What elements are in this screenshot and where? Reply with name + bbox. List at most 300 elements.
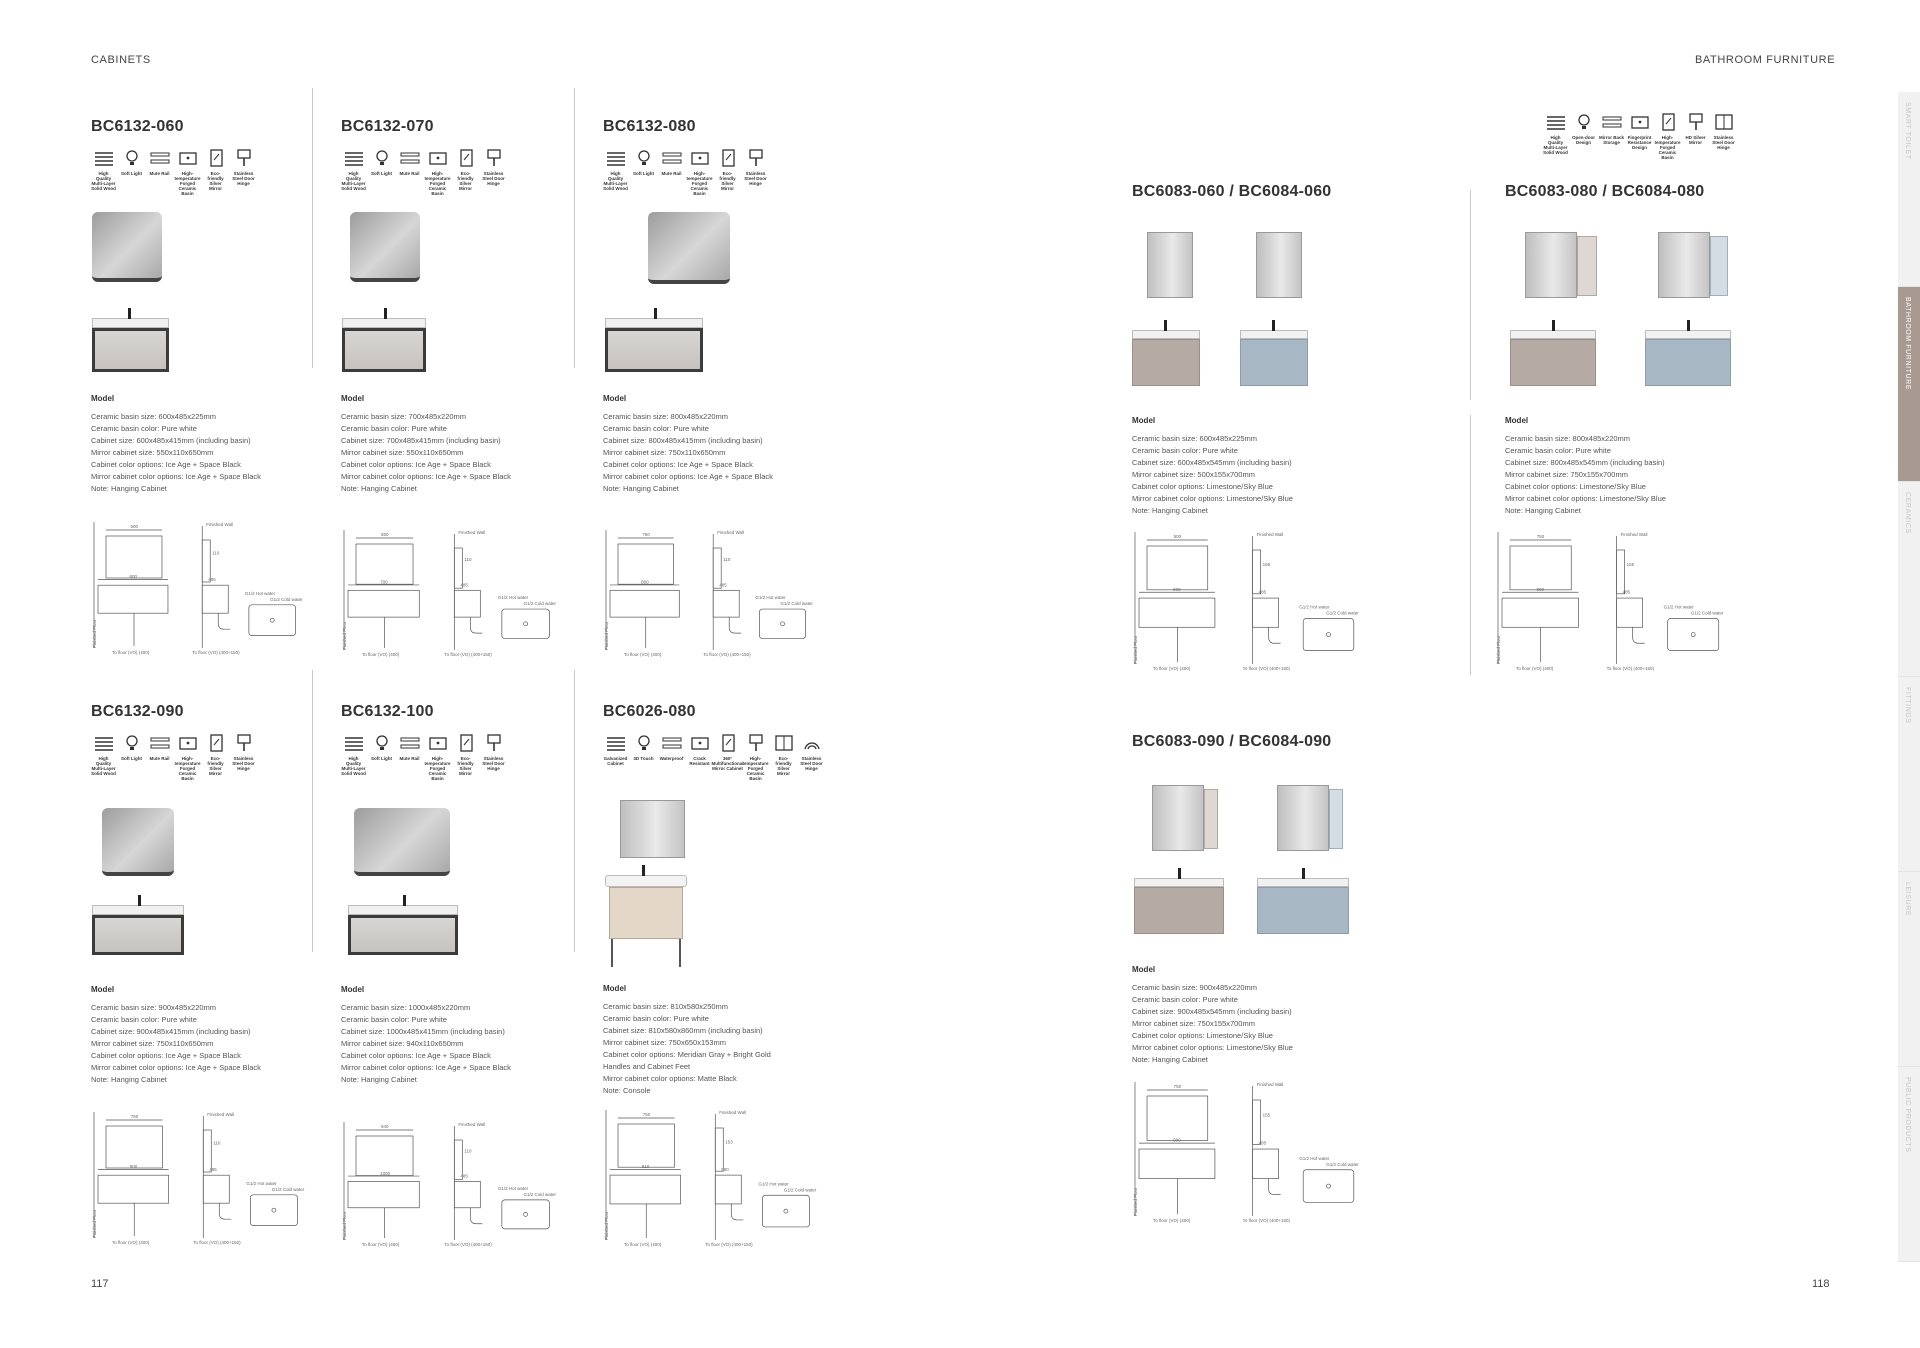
spec-line: Ceramic basin size: 1000x485x220mm <box>341 1003 471 1012</box>
spec-heading: Model <box>603 984 627 993</box>
feature-icon <box>233 733 255 753</box>
spec-list <box>603 394 773 495</box>
dimension-label: 750 <box>642 532 650 537</box>
dimension-label: Finished Floor <box>342 621 347 650</box>
feature-label: Stainless Steel Door Hinge <box>232 171 255 186</box>
dimension-label: 750 <box>1536 534 1545 539</box>
spec-line: Cabinet color options: Ice Age + Space Black <box>341 1051 491 1060</box>
feature-label: High Quality Multi-Layer Solid Wood <box>91 171 116 191</box>
feature-label: High Quality Multi-Layer Solid Wood <box>341 756 366 776</box>
spec-line: Ceramic basin color: Pure white <box>91 1015 197 1024</box>
spec-line: Ceramic basin size: 600x485x225mm <box>1132 434 1258 443</box>
section-header-left: CABINETS <box>91 54 151 66</box>
spec-line: Mirror cabinet color options: Matte Black <box>603 1074 737 1083</box>
mirror-cabinet-image <box>1658 232 1710 298</box>
spec-line: Mirror cabinet size: 940x110x650mm <box>341 1039 464 1048</box>
drain-circle <box>524 1212 528 1216</box>
cabinet-outline <box>610 590 679 617</box>
product-title: BC6083-080 / BC6084-080 <box>1505 183 1705 200</box>
spec-line: Handles and Cabinet Feet <box>603 1062 691 1071</box>
dimension-label: Finished Floor <box>604 1211 609 1240</box>
spec-line: Note: Hanging Cabinet <box>341 484 417 493</box>
dimension-label: To floor (VO) (400+150) <box>444 1242 492 1247</box>
dimension-label: To floor (VO) (400+150) <box>1242 666 1291 671</box>
mirror-cabinet-image <box>1277 785 1329 851</box>
feature-label: Soft Light <box>121 756 142 761</box>
spec-line: Mirror cabinet size: 500x155x700mm <box>1132 470 1255 479</box>
feature-label: HD Silver Mirror <box>1685 135 1706 145</box>
dimension-label: G1/2 Hot water <box>758 1181 789 1187</box>
feature-icon <box>427 148 449 168</box>
feature-label: Eco-friendly Silver Mirror <box>457 756 474 776</box>
dimension-label: G1/2 Cold water <box>780 601 813 607</box>
mirror-outline <box>106 1126 162 1168</box>
feature-item <box>481 148 506 196</box>
spec-line: Ceramic basin color: Pure white <box>1132 995 1238 1004</box>
feature-item <box>397 148 422 196</box>
section-header-right: BATHROOM FURNITURE <box>1695 54 1836 66</box>
dimension-label: To floor (VO) (400) <box>624 1242 662 1247</box>
cabinet-side-outline <box>202 585 228 613</box>
product-bc6132-060 <box>91 118 256 196</box>
dimension-label: G1/2 Hot water <box>1663 604 1694 610</box>
feature-item <box>1683 112 1708 160</box>
dimension-label: 485 <box>460 582 468 588</box>
dimension-label: Finished Floor <box>92 1209 97 1238</box>
spec-line: Mirror cabinet size: 750x155x700mm <box>1132 1019 1255 1028</box>
dimension-label: G1/2 Cold water <box>1690 610 1724 616</box>
spec-heading: Model <box>341 394 365 403</box>
tab-bathroom-furniture[interactable]: BATHROOM FURNITURE <box>1898 287 1920 482</box>
cabinet-outline <box>98 585 168 613</box>
feature-icon <box>1629 112 1651 132</box>
feature-label: High-temperature Forged Ceramic Basin <box>424 171 451 196</box>
tab-leisure[interactable]: LEISURE <box>1898 872 1920 1067</box>
dimension-label: Finished Wall <box>458 1122 486 1127</box>
feature-item <box>91 148 116 196</box>
feature-item <box>369 733 394 781</box>
dimension-label: 500 <box>130 524 139 529</box>
dimension-label: Finished Floor <box>604 621 609 650</box>
spec-list <box>341 394 511 495</box>
spec-list <box>91 985 261 1086</box>
feature-icon <box>149 733 171 753</box>
dimension-label: G1/2 Hot water <box>1299 1155 1330 1161</box>
feature-item <box>147 733 172 781</box>
column-divider <box>1470 415 1471 675</box>
drain-circle <box>784 1209 788 1213</box>
product-title: BC6083-090 / BC6084-090 <box>1132 733 1332 750</box>
dimension-label: G1/2 Cold water <box>783 1187 817 1193</box>
feature-label: High-temperature Forged Ceramic Basin <box>742 756 769 781</box>
feature-label: High Quality Multi-Layer Solid Wood <box>91 756 116 776</box>
feature-label: High Quality Multi-Layer Solid Wood <box>341 171 366 191</box>
product-bc6026-080 <box>603 703 824 781</box>
spec-line: Mirror cabinet color options: Ice Age + Space Black <box>91 472 261 481</box>
cabinet-side-outline <box>203 1175 229 1203</box>
feature-label: Soft Light <box>633 171 654 176</box>
feature-icon <box>121 148 143 168</box>
vanity-limestone-image <box>1510 330 1596 386</box>
dimension-label: To floor (VO) (400) <box>112 650 150 655</box>
drain-circle <box>1691 633 1695 637</box>
feature-label: Soft Light <box>371 171 392 176</box>
dimension-label: 110 <box>213 1140 221 1146</box>
mirror-image <box>350 212 420 282</box>
tab-fittings[interactable]: FITTINGS <box>1898 677 1920 872</box>
feature-label: Mute Rail <box>399 756 420 761</box>
spec-heading: Model <box>91 394 115 403</box>
mirror-image <box>102 808 174 876</box>
feature-label: High Quality Multi-Layer Solid Wood <box>1543 135 1568 155</box>
dimension-label: To floor (VO) (400) <box>1516 666 1554 671</box>
spec-heading: Model <box>603 394 627 403</box>
spec-heading: Model <box>1132 965 1156 974</box>
feature-icon <box>633 733 655 753</box>
cabinet-outline <box>348 590 419 617</box>
feature-item <box>631 733 656 781</box>
spec-line: Note: Hanging Cabinet <box>1132 1055 1208 1064</box>
feature-label: Stainless Steel Door Hinge <box>800 756 823 771</box>
feature-item <box>175 733 200 781</box>
dimension-label: Finished Floor <box>92 619 97 648</box>
mirror-outline <box>618 1124 674 1167</box>
dimension-label: 750 <box>642 1112 651 1117</box>
spec-line: Mirror cabinet color options: Ice Age + Space Black <box>341 1063 511 1072</box>
mirror-side-outline <box>202 540 210 582</box>
dimension-label: To floor (VO) (400) <box>112 1240 150 1245</box>
feature-icon <box>1713 112 1735 132</box>
product-bc6083-090 <box>1132 733 1331 751</box>
feature-item <box>743 148 768 196</box>
feature-icon <box>233 148 255 168</box>
product-bc6132-100 <box>341 703 506 781</box>
spec-line: Cabinet size: 800x485x415mm (including basin) <box>603 436 763 445</box>
feature-icon <box>205 733 227 753</box>
spec-line: Ceramic basin color: Pure white <box>341 1015 447 1024</box>
dimension-label: 110 <box>464 556 472 562</box>
mirror-side-outline <box>1253 550 1261 594</box>
dimension-label: To floor (VO) (400+150) <box>703 652 751 657</box>
mirror-outline <box>1510 546 1571 590</box>
feature-item <box>631 148 656 196</box>
dimension-label: Finished Wall <box>1256 532 1284 537</box>
drain-pipe <box>470 617 482 633</box>
technical-drawing <box>342 1118 558 1250</box>
vanity-limestone-image <box>1134 878 1224 934</box>
spec-line: Note: Hanging Cabinet <box>91 1075 167 1084</box>
spec-line: Cabinet size: 600x485x415mm (including basin) <box>91 436 251 445</box>
spec-heading: Model <box>91 985 115 994</box>
feature-icon <box>343 733 365 753</box>
feature-label: Open-door Design <box>1572 135 1595 145</box>
dimension-label: G1/2 Hot water <box>497 595 529 601</box>
feature-icon <box>689 733 711 753</box>
drain-pipe <box>1269 1179 1281 1195</box>
basin-top-outline <box>249 605 296 636</box>
product-bc6132-090 <box>91 703 256 781</box>
feature-item <box>659 733 684 781</box>
page-number-left: 117 <box>91 1278 109 1290</box>
feature-label: Crack Resistant <box>689 756 710 766</box>
feature-label: Stainless Steel Door Hinge <box>1712 135 1735 150</box>
feature-label: High-temperature Forged Ceramic Basin <box>174 171 201 196</box>
feature-icon <box>1601 112 1623 132</box>
dimension-label: 155 <box>1262 561 1271 567</box>
feature-icon <box>93 733 115 753</box>
feature-item <box>425 733 450 781</box>
feature-icons <box>91 148 256 196</box>
spec-line: Note: Hanging Cabinet <box>1505 506 1581 515</box>
dimension-label: 110 <box>212 550 220 556</box>
product-title: BC6026-080 <box>603 703 696 720</box>
mirror-cabinet-image <box>620 800 685 858</box>
column-divider <box>312 88 313 368</box>
spec-line: Ceramic basin size: 900x485x220mm <box>91 1003 217 1012</box>
dimension-label: 485 <box>1622 589 1631 595</box>
technical-drawing <box>1496 528 1728 674</box>
basin-top-outline <box>250 1195 297 1226</box>
feature-item <box>453 733 478 781</box>
spec-line: Mirror cabinet color options: Ice Age + Space Black <box>341 472 511 481</box>
feature-icon <box>371 733 393 753</box>
spec-line: Cabinet size: 900x485x415mm (including basin) <box>91 1027 251 1036</box>
drain-pipe <box>729 617 741 633</box>
spec-line: Cabinet size: 810x580x860mm (including basin) <box>603 1026 763 1035</box>
feature-item <box>91 733 116 781</box>
drain-pipe <box>218 613 230 629</box>
tab-ceramics[interactable]: CERAMICS <box>1898 482 1920 677</box>
tab-public-products[interactable]: PUBLIC PRODUCTS <box>1898 1067 1920 1262</box>
column-divider <box>574 88 575 368</box>
mirror-cabinet-image <box>1256 232 1302 298</box>
dimension-label: G1/2 Cold water <box>270 596 303 602</box>
feature-item <box>1627 112 1652 160</box>
column-divider <box>312 670 313 952</box>
feature-icon <box>399 733 421 753</box>
spec-line: Ceramic basin size: 900x485x220mm <box>1132 983 1258 992</box>
dimension-label: To floor (VO) (400+150) <box>193 1240 241 1245</box>
feature-item <box>743 733 768 781</box>
feature-icon <box>633 148 655 168</box>
dimension-label: 1000 <box>380 1170 391 1176</box>
dimension-label: 750 <box>130 1114 139 1119</box>
column-divider <box>1470 190 1471 400</box>
feature-item <box>603 148 628 196</box>
spec-line: Mirror cabinet color options: Limestone/Sky Blue <box>1505 494 1666 503</box>
dimension-label: 600 <box>129 574 137 580</box>
drain-circle <box>1327 633 1331 637</box>
spec-line: Cabinet size: 600x485x545mm (including basin) <box>1132 458 1292 467</box>
feature-item <box>231 148 256 196</box>
cabinet-outline <box>98 1175 169 1203</box>
feature-label: High-temperature Forged Ceramic Basin <box>424 756 451 781</box>
feature-icon <box>177 733 199 753</box>
feature-item <box>481 733 506 781</box>
dimension-label: G1/2 Hot water <box>1299 604 1330 610</box>
spec-line: Cabinet color options: Limestone/Sky Blue <box>1132 1031 1273 1040</box>
mirror-side-outline <box>715 1128 723 1171</box>
open-shelf-image <box>1204 789 1218 849</box>
feature-label: Stainless Steel Door Hinge <box>232 756 255 771</box>
basin-top-outline <box>502 609 550 638</box>
spec-line: Cabinet color options: Limestone/Sky Blue <box>1505 482 1646 491</box>
spec-line: Note: Console <box>603 1086 651 1095</box>
dimension-label: To floor (VO) (400) <box>362 1242 400 1247</box>
feature-icons <box>341 733 506 781</box>
drain-pipe <box>219 1203 231 1219</box>
spec-line: Mirror cabinet size: 750x155x700mm <box>1505 470 1628 479</box>
dimension-label: To floor (VO) (400+150) <box>1606 666 1655 671</box>
dimension-label: To floor (VO) (400) <box>624 652 662 657</box>
spec-line: Mirror cabinet size: 550x110x650mm <box>341 448 464 457</box>
basin-top-outline <box>762 1195 809 1227</box>
vanity-sky-blue-image <box>1240 330 1308 386</box>
spec-line: Mirror cabinet color options: Limestone/Sky Blue <box>1132 494 1293 503</box>
spec-line: Note: Hanging Cabinet <box>603 484 679 493</box>
product-title: BC6083-060 / BC6084-060 <box>1132 183 1332 200</box>
spec-line: Cabinet size: 800x485x545mm (including basin) <box>1505 458 1665 467</box>
cabinet-outline <box>610 1175 681 1204</box>
basin-top-outline <box>1303 619 1354 651</box>
dimension-label: G1/2 Cold water <box>271 1186 305 1192</box>
product-bc6132-080 <box>603 118 768 196</box>
dimension-label: 900 <box>1173 1137 1181 1143</box>
spec-list <box>1505 416 1666 517</box>
dimension-label: G1/2 Cold water <box>523 601 556 607</box>
feature-icon <box>121 733 143 753</box>
feature-icon <box>745 733 767 753</box>
dimension-label: Finished Wall <box>1256 1082 1284 1087</box>
feature-icons <box>1543 112 1736 160</box>
drain-pipe <box>470 1208 482 1224</box>
feature-icon <box>1573 112 1595 132</box>
feature-item <box>1543 112 1568 160</box>
dimension-label: 700 <box>380 579 388 585</box>
feature-label: Eco-friendly Silver Mirror <box>207 171 224 191</box>
spec-heading: Model <box>341 985 365 994</box>
mirror-outline <box>356 1136 413 1176</box>
tab-smart-toilet[interactable]: SMART TOILET <box>1898 92 1920 287</box>
feature-icon <box>661 733 683 753</box>
dimension-label: 110 <box>464 1148 472 1154</box>
spec-line: Cabinet size: 1000x485x415mm (including basin) <box>341 1027 505 1036</box>
feature-item <box>687 733 712 781</box>
feature-icons <box>91 733 256 781</box>
feature-label: High-temperature Forged Ceramic Basin <box>174 756 201 781</box>
dimension-label: 800 <box>1536 586 1544 592</box>
feature-item <box>1599 112 1624 160</box>
product-bc6132-070 <box>341 118 506 196</box>
open-shelf-image <box>1710 236 1728 296</box>
spec-list <box>1132 965 1293 1066</box>
technical-drawing <box>92 1108 306 1248</box>
open-shelf-image <box>1329 789 1343 849</box>
vanity-sky-blue-image <box>1645 330 1731 386</box>
feature-label: High-temperature Forged Ceramic Basin <box>686 171 713 196</box>
feature-label: High Quality Multi-Layer Solid Wood <box>603 171 628 191</box>
feature-icon <box>371 148 393 168</box>
feature-icon <box>177 148 199 168</box>
feature-icon <box>93 148 115 168</box>
dimension-label: G1/2 Hot water <box>246 1180 277 1186</box>
feature-item <box>397 733 422 781</box>
product-title: BC6132-060 <box>91 118 184 135</box>
dimension-label: G1/2 Hot water <box>497 1185 529 1191</box>
cabinet-side-outline <box>713 590 739 617</box>
feature-icon <box>1657 112 1679 132</box>
feature-label: Eco-friendly Silver Mirror <box>775 756 792 776</box>
spec-line: Mirror cabinet color options: Limestone/Sky Blue <box>1132 1043 1293 1052</box>
feature-item <box>687 148 712 196</box>
product-bc6083-080 <box>1505 183 1704 201</box>
mirror-outline <box>106 536 162 578</box>
feature-item <box>659 148 684 196</box>
spec-list <box>1132 416 1293 517</box>
dimension-label: 750 <box>1173 1084 1182 1089</box>
feature-label: Stainless Steel Door Hinge <box>482 756 505 771</box>
feature-icon <box>427 733 449 753</box>
dimension-label: To floor (VO) (400) <box>1153 666 1191 671</box>
dimension-label: 485 <box>209 1167 217 1172</box>
mirror-outline <box>1147 1096 1208 1140</box>
cabinet-outline <box>1139 1149 1215 1179</box>
feature-item <box>425 148 450 196</box>
dimension-label: 800 <box>641 579 649 585</box>
spec-line: Mirror cabinet color options: Ice Age + Space Black <box>603 472 773 481</box>
feature-icon <box>399 148 421 168</box>
dimension-label: 900 <box>129 1164 138 1170</box>
mirror-outline <box>618 544 673 584</box>
dimension-label: Finished Wall <box>458 530 486 535</box>
feature-item <box>711 733 744 781</box>
dimension-label: 485 <box>460 1173 468 1179</box>
product-title: BC6132-070 <box>341 118 434 135</box>
spec-line: Cabinet color options: Ice Age + Space Black <box>603 460 753 469</box>
dimension-label: 485 <box>208 577 216 582</box>
feature-icon <box>717 733 739 753</box>
spec-line: Note: Hanging Cabinet <box>91 484 167 493</box>
dimension-label: G1/2 Hot water <box>755 595 786 601</box>
cabinet-side-outline <box>715 1175 741 1204</box>
page-number-right: 118 <box>1812 1278 1830 1290</box>
basin-top-outline <box>1668 619 1719 651</box>
feature-item <box>771 733 796 781</box>
spec-list <box>341 985 511 1086</box>
feature-label: Mute Rail <box>149 171 170 176</box>
feature-icons <box>603 148 768 196</box>
mirror-cabinet-image <box>1152 785 1204 851</box>
drain-circle <box>272 1208 276 1212</box>
spec-line: Cabinet size: 900x485x545mm (including basin) <box>1132 1007 1292 1016</box>
spec-line: Cabinet color options: Ice Age + Space Black <box>341 460 491 469</box>
feature-icons <box>603 733 824 781</box>
product-title: BC6132-100 <box>341 703 434 720</box>
drain-pipe <box>731 1204 743 1220</box>
feature-item <box>203 733 228 781</box>
product-title: BC6132-090 <box>91 703 184 720</box>
feature-icon <box>483 733 505 753</box>
feature-icon <box>717 148 739 168</box>
spec-line: Ceramic basin color: Pure white <box>341 424 447 433</box>
feature-label: High-temperature Forged Ceramic Basin <box>1654 135 1681 160</box>
dimension-label: Finished Wall <box>206 522 234 527</box>
cabinet-outline <box>348 1181 419 1207</box>
feature-icon <box>689 148 711 168</box>
mirror-image <box>648 212 730 284</box>
spec-line: Ceramic basin size: 800x485x220mm <box>1505 434 1631 443</box>
dimension-label: 500 <box>1173 534 1182 539</box>
